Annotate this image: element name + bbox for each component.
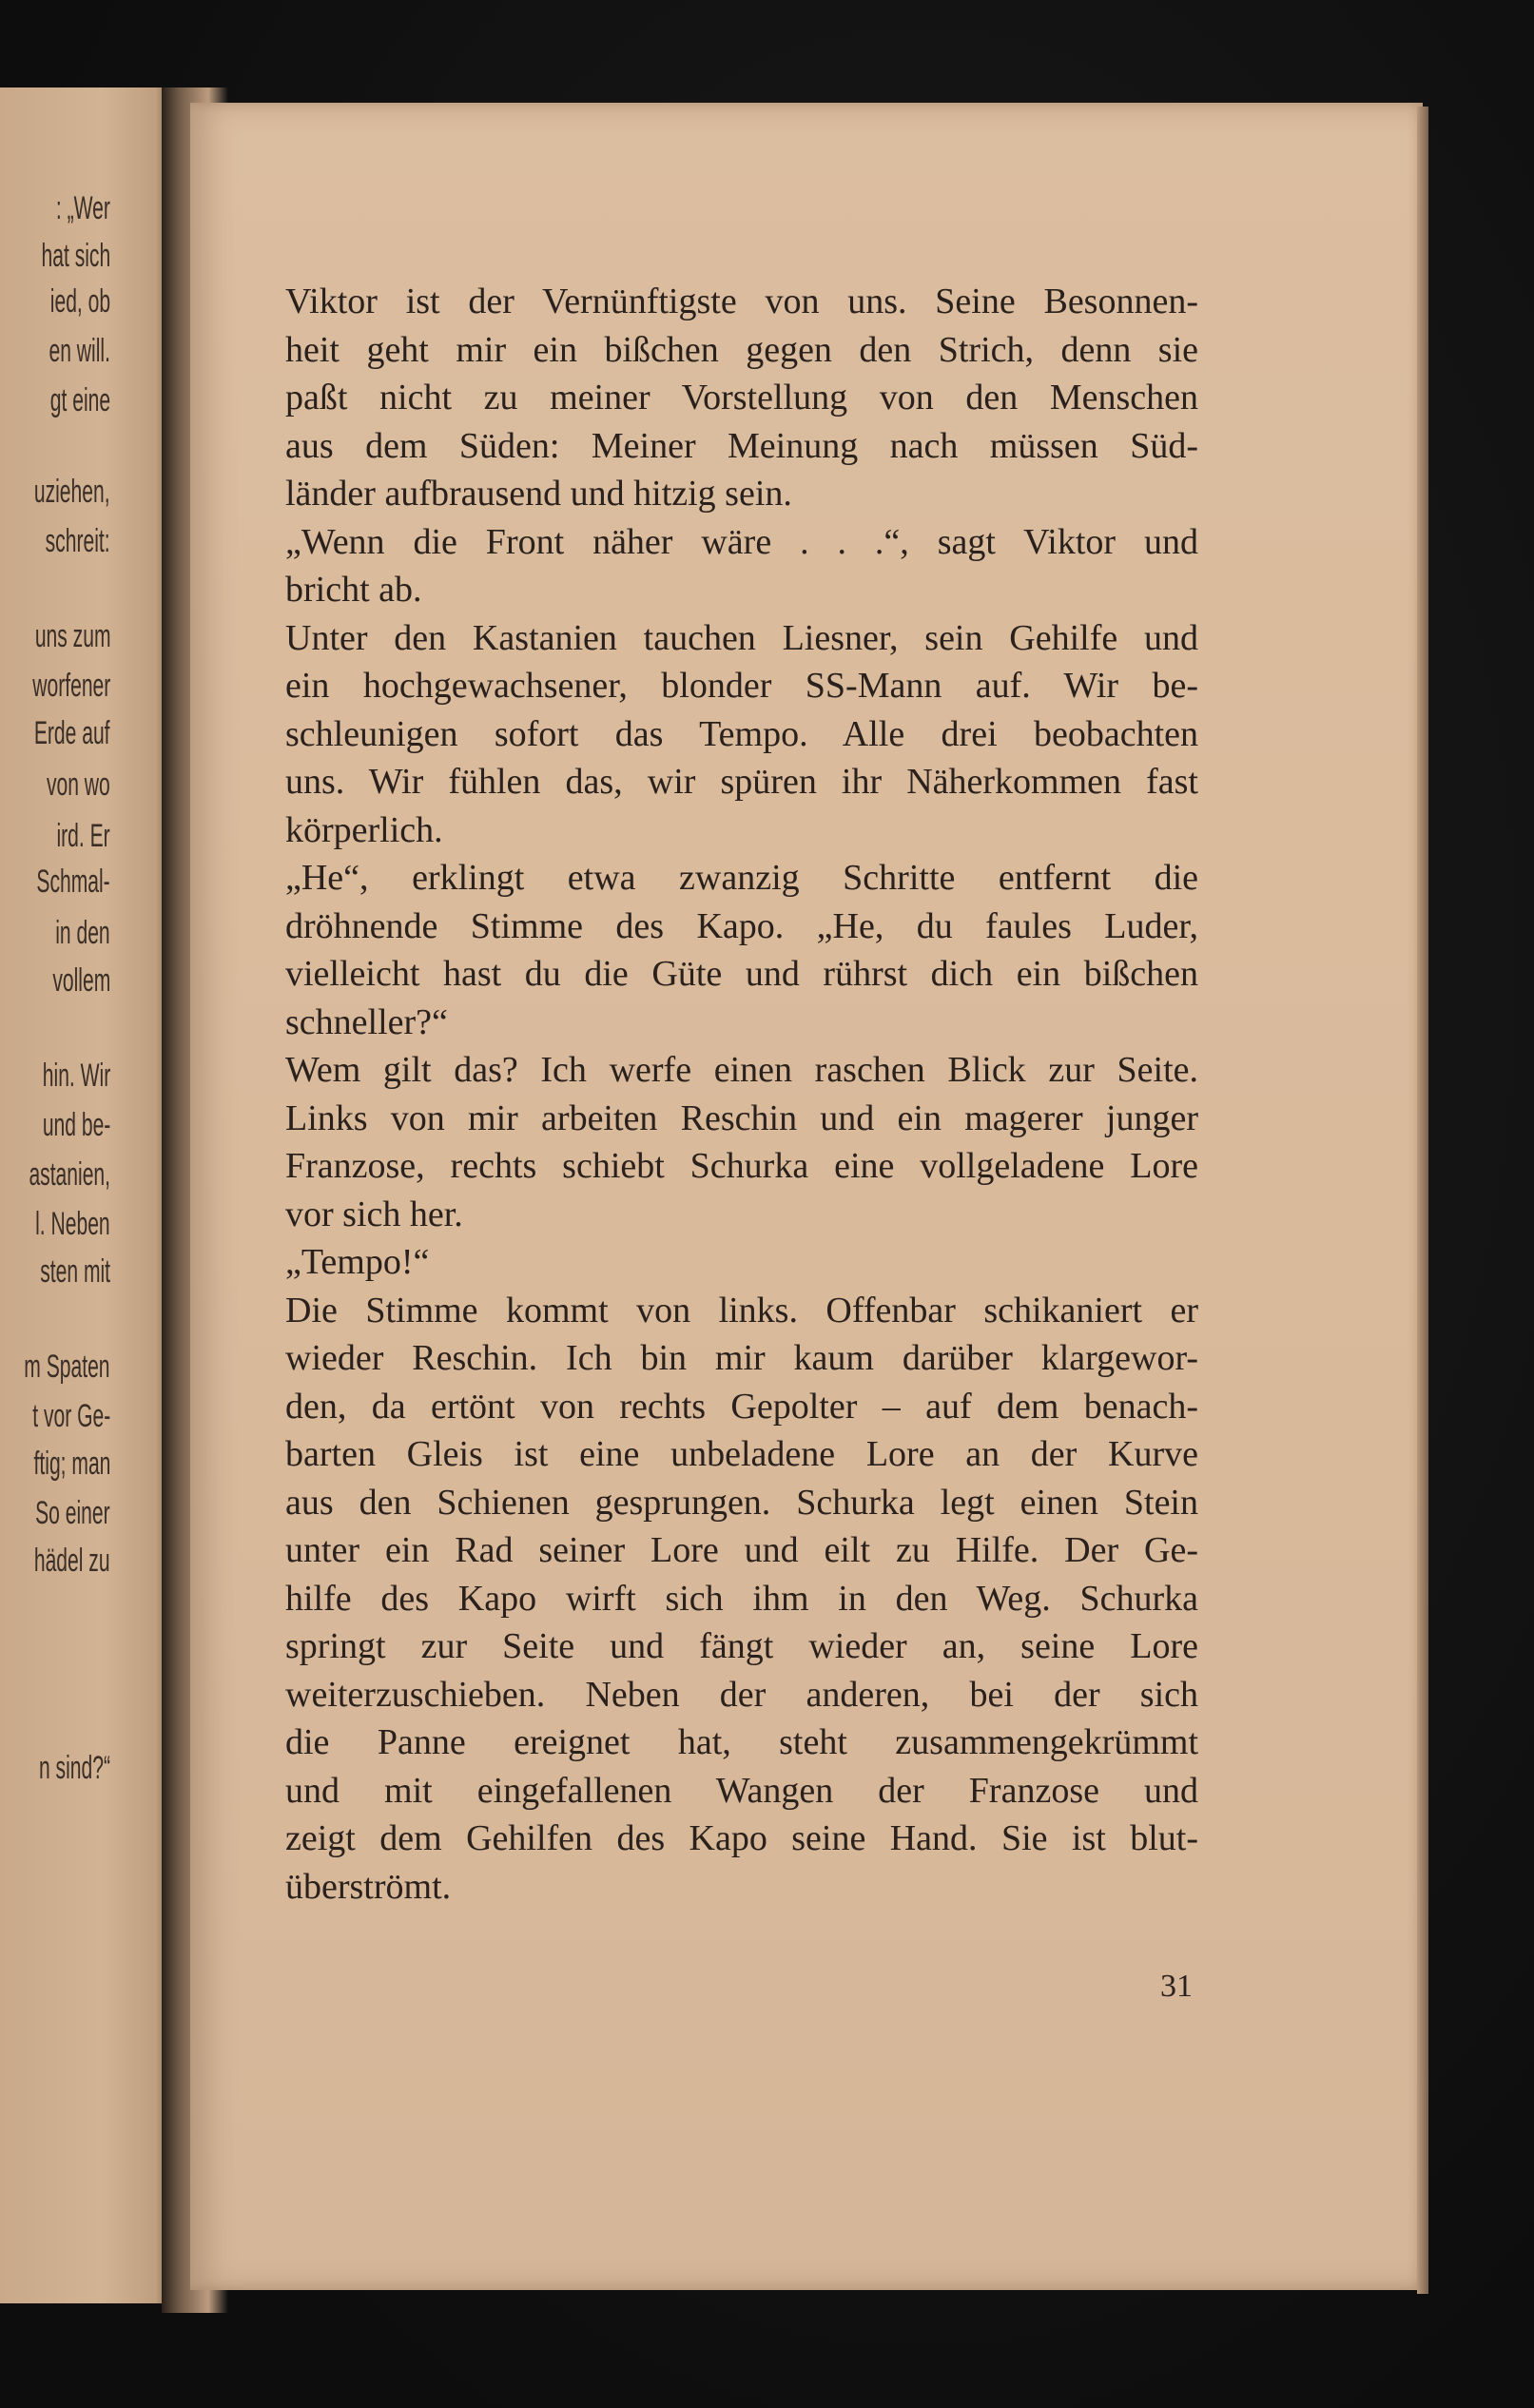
- left-page-fragment: in den: [55, 915, 110, 951]
- text-line: heit geht mir ein bißchen gegen den Strich, denn sie: [285, 329, 1198, 370]
- text-line: Die Stimme kommt von links. Offenbar schikaniert er: [285, 1290, 1198, 1330]
- text-line: Links von mir arbeiten Reschin und ein magerer junger: [285, 1097, 1198, 1138]
- body-text: [285, 278, 1198, 1911]
- text-line: uns. Wir fühlen das, wir spüren ihr Näherkommen fast: [285, 762, 1198, 802]
- text-line: weiterzuschieben. Neben der anderen, bei der sich: [285, 1674, 1198, 1715]
- text-line: länder aufbrausend und hitzig sein.: [285, 474, 792, 514]
- left-page-fragment: ftig; man: [33, 1446, 110, 1482]
- text-line: dröhnende Stimme des Kapo. „He, du faules Luder,: [285, 905, 1198, 946]
- text-line: schneller?“: [285, 1001, 448, 1042]
- text-line: Unter den Kastanien tauchen Liesner, sein Gehilfe und: [285, 617, 1198, 658]
- left-page-fragment: ied, ob: [49, 283, 110, 320]
- text-line: Viktor ist der Vernünftigste von uns. Seine Besonnen-: [285, 282, 1198, 321]
- text-line: wieder Reschin. Ich bin mir kaum darüber klargewor-: [285, 1338, 1198, 1378]
- left-page-fragment: hädel zu: [34, 1543, 110, 1579]
- text-line: barten Gleis ist eine unbeladene Lore an der Kurve: [285, 1434, 1198, 1474]
- text-line: überströmt.: [285, 1866, 452, 1907]
- text-line: springt zur Seite und fängt wieder an, seine Lore: [285, 1626, 1198, 1666]
- text-line: unter ein Rad seiner Lore und eilt zu Hilfe. Der Ge-: [285, 1530, 1198, 1570]
- left-page-fragment: astanien,: [29, 1156, 110, 1193]
- left-page-fragment: ird. Er: [56, 818, 110, 854]
- page-number: 31: [1160, 1969, 1193, 2004]
- left-page-fragment: hin. Wir: [42, 1058, 110, 1094]
- text-line: „He“, erklingt etwa zwanzig Schritte entfernt die: [285, 858, 1198, 898]
- left-page-fragment: t vor Ge-: [32, 1398, 110, 1434]
- left-page-fragment: uns zum: [34, 618, 110, 654]
- text-line: ein hochgewachsener, blonder SS-Mann auf. Wir be-: [285, 666, 1198, 706]
- left-page-fragment: gt eine: [49, 382, 110, 418]
- text-line: schleunigen sofort das Tempo. Alle drei beobachten: [285, 713, 1198, 754]
- page-edge: [1417, 107, 1428, 2294]
- left-page: [0, 87, 169, 2303]
- text-line: Wem gilt das? Ich werfe einen raschen Blick zur Seite.: [285, 1050, 1198, 1090]
- left-page-fragment: m Spaten: [24, 1349, 110, 1385]
- text-line: und mit eingefallenen Wangen der Franzose und: [285, 1770, 1198, 1811]
- text-line: körperlich.: [285, 809, 443, 850]
- text-line: Franzose, rechts schiebt Schurka eine vollgeladene Lore: [285, 1146, 1198, 1186]
- text-line: bricht ab.: [285, 570, 422, 610]
- left-page-fragment: sten mit: [40, 1253, 110, 1290]
- left-page-fragment: uziehen,: [34, 474, 110, 510]
- left-page-fragment: : „Wer: [55, 190, 110, 226]
- left-page-fragment: en will.: [49, 333, 110, 369]
- text-line: den, da ertönt von rechts Gepolter – auf dem benach-: [285, 1386, 1198, 1427]
- left-page-fragment: vollem: [52, 962, 110, 999]
- text-line: vielleicht hast du die Güte und rührst dich ein bißchen: [285, 954, 1198, 994]
- left-page-fragment: schreit:: [46, 523, 110, 559]
- text-line: „Tempo!“: [285, 1242, 430, 1282]
- left-page-fragment: hat sich: [41, 238, 110, 274]
- left-page-fragment: worfener: [31, 668, 110, 704]
- text-line: hilfe des Kapo wirft sich ihm in den Weg. Schurka: [285, 1578, 1198, 1619]
- text-line: paßt nicht zu meiner Vorstellung von den Menschen: [285, 378, 1198, 418]
- left-page-fragment: Schmal-: [36, 864, 110, 900]
- left-page-fragment: n sind?“: [38, 1750, 110, 1786]
- text-line: zeigt dem Gehilfen des Kapo seine Hand. Sie ist blut-: [285, 1818, 1198, 1858]
- left-page-fragment: l. Neben: [35, 1206, 110, 1242]
- left-page-fragment: und be-: [42, 1107, 110, 1143]
- text-line: aus den Schienen gesprungen. Schurka legt einen Stein: [285, 1482, 1198, 1523]
- left-page-fragment: von wo: [47, 767, 110, 803]
- text-line: „Wenn die Front näher wäre . . .“, sagt Viktor und: [285, 521, 1198, 562]
- left-page-fragment: Erde auf: [34, 715, 110, 751]
- text-line: aus dem Süden: Meiner Meinung nach müssen Süd-: [285, 425, 1198, 466]
- text-line: vor sich her.: [285, 1194, 463, 1234]
- text-line: die Panne ereignet hat, steht zusammengekrümmt: [285, 1722, 1198, 1762]
- left-page-fragment: So einer: [35, 1495, 110, 1531]
